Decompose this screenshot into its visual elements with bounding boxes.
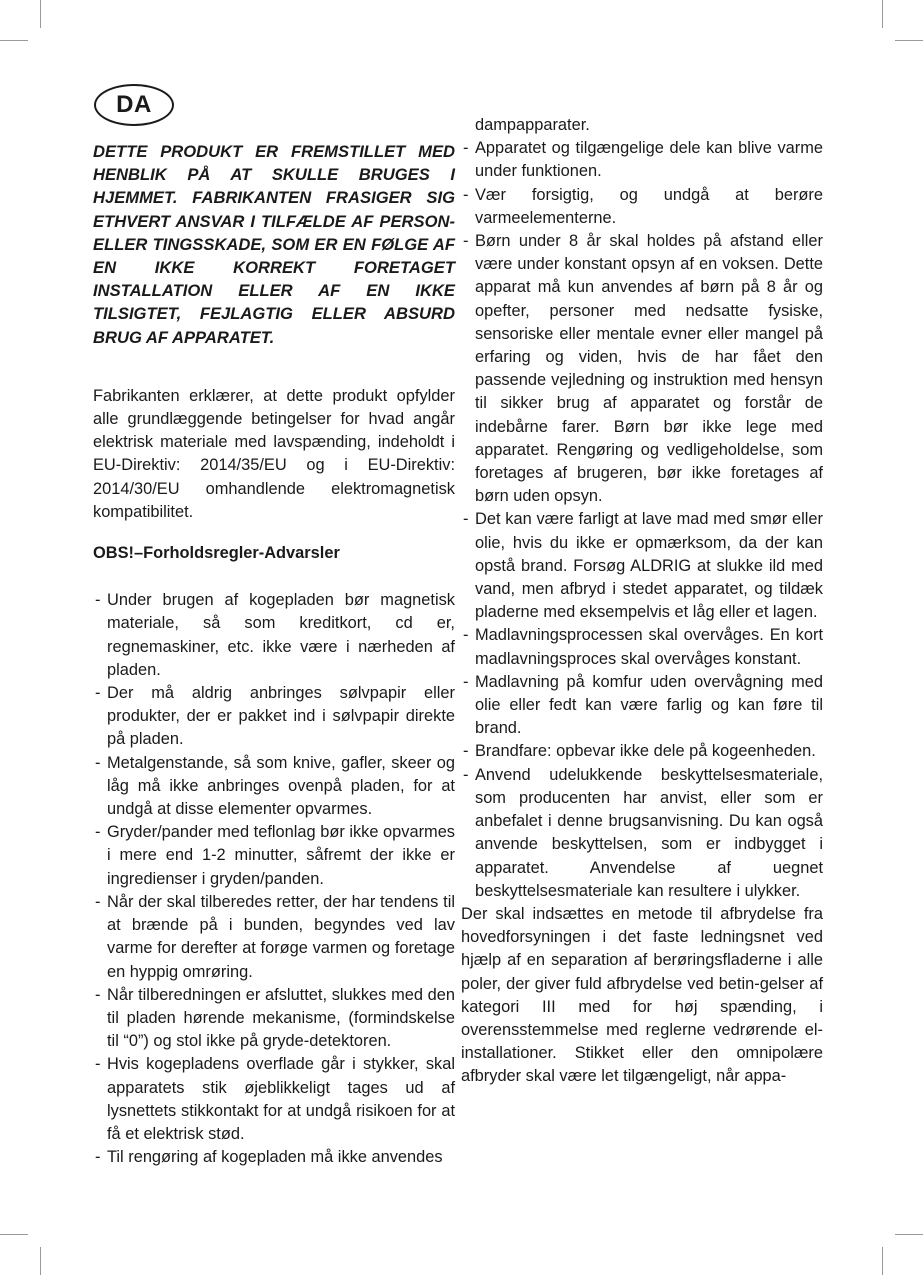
precautions-list	[93, 589, 455, 1169]
language-badge: DA	[94, 84, 174, 126]
precautions-list-continued	[461, 137, 823, 903]
list-continuation: dampapparater.	[475, 116, 590, 134]
list-item: - Anvend udelukkende beskyttelsesmateriale, som producenten har anvist, eller som er anbefalet i denne brugsanvisning. Du kan også anvende beskyttelsen, som er indbygget i apparatet. Anvendelse af uegnet beskyttelsesmateriale kan resultere i ulykker.	[461, 764, 823, 903]
list-item: - Det kan være farligt at lave mad med smør eller olie, hvis du ikke er opmærksom, da der kan opstå brand. Forsøg ALDRIG at slukke ild med vand, men afbryd i stedet apparatet, og tildæk pladerne med eksempelvis et låg eller et lagen.	[461, 508, 823, 624]
list-item: - Der må aldrig anbringes sølvpapir eller produkter, der er pakket ind i sølvpapir direkte på pladen.	[93, 682, 455, 752]
crop-mark	[895, 40, 923, 41]
list-item: - Under brugen af kogepladen bør magnetisk materiale, så som kreditkort, cd er, regnemaskiner, etc. ikke være i nærheden af pladen.	[93, 589, 455, 682]
list-item: - Vær forsigtig, og undgå at berøre varmeelementerne.	[461, 184, 823, 230]
list-item: - Metalgenstande, så som knive, gafler, skeer og låg må ikke anbringes ovenpå pladen, for at undgå at disse elementer opvarmes.	[93, 752, 455, 822]
list-item: - Brandfare: opbevar ikke dele på kogeenheden.	[461, 740, 823, 763]
list-item: - Apparatet og tilgængelige dele kan blive varme under funktionen.	[461, 137, 823, 183]
list-item: - Gryder/pander med teflonlag bør ikke opvarmes i mere end 1-2 minutter, såfremt der ikke er ingredienser i gryden/panden.	[93, 821, 455, 891]
crop-mark	[0, 1234, 28, 1235]
list-item: - Madlavning på komfur uden overvågning med olie eller fedt kan være farlig og kan føre til brand.	[461, 671, 823, 741]
list-item: - Hvis kogepladens overflade går i stykker, skal apparatets stik øjeblikkeligt tages ud af lysnettets stikkontakt for at undgå risikoen for at få et elektrisk stød.	[93, 1053, 455, 1146]
disconnection-paragraph: Der skal indsættes en metode til afbrydelse fra hovedforsyningen i det faste ledningsnet ved hjælp af en separation af berøringsfladerne i alle poler, der giver fuld afbrydelse ved betin-gelser af kategori III med for høj spænding, i overensstemmelse med reglerne vedrørende el-installationer. Stikket eller den omnipolære afbryder skal være let tilgængeligt, når appa-	[461, 904, 823, 1086]
liability-warning: DETTE PRODUKT ER FREMSTILLET MED HENBLIK PÅ AT SKULLE BRUGES I HJEMMET. FABRIKANTEN FRASIGER SIG ETHVERT ANSVAR I TILFÆLDE AF PERSON- ELLER TINGSSKADE, SOM ER EN FØLGE AF EN IKKE KORREKT FORETAGET INSTALLATION ELLER AF EN IKKE TILSIGTET, FEJLAGTIG ELLER ABSURD BRUG AF APPARATET.	[93, 142, 455, 347]
crop-mark	[882, 0, 883, 28]
crop-mark	[882, 1247, 883, 1275]
right-column	[461, 114, 823, 1089]
left-column	[93, 140, 455, 1169]
list-item: - Til rengøring af kogepladen må ikke anvendes	[93, 1146, 455, 1169]
list-item: - Madlavningsprocessen skal overvåges. En kort madlavningsproces skal overvåges konstant.	[461, 624, 823, 670]
crop-mark	[40, 1247, 41, 1275]
section-heading: OBS!–Forholdsregler-Advarsler	[93, 544, 340, 563]
list-item: - Når der skal tilberedes retter, der har tendens til at brænde på i bunden, begyndes ved lav varme for derefter at forøge varmen og foretage en hyppig omrøring.	[93, 891, 455, 984]
crop-mark	[40, 0, 41, 28]
list-item: - Børn under 8 år skal holdes på afstand eller være under konstant opsyn af en voksen. Dette apparat må kun anvendes af børn på 8 år og opefter, personer med nedsatte fysiske, sensoriske eller mentale evner eller mangel på erfaring og viden, hvis de har fået den passende vejledning og instruktion med hensyn til sikker brug af apparatet og forstår de indebårne farer. Børn bør ikke lege med apparatet. Rengøring og vedligeholdelse, som foretages af brugeren, bør ikke foretages af børn uden opsyn.	[461, 230, 823, 508]
list-item: - Når tilberedningen er afsluttet, slukkes med den til pladen hørende mekanisme, (formindskelse til “0”) og stol ikke på gryde-detektoren.	[93, 984, 455, 1054]
conformity-declaration: Fabrikanten erklærer, at dette produkt opfylder alle grundlæggende betingelser for hvad angår elektrisk materiale med lavspænding, indeholdt i EU-Direktiv: 2014/35/EU og i EU-Direktiv: 2014/30/EU omhandlende elektromagnetisk kompatibilitet.	[93, 386, 455, 521]
crop-mark	[0, 40, 28, 41]
crop-mark	[895, 1234, 923, 1235]
